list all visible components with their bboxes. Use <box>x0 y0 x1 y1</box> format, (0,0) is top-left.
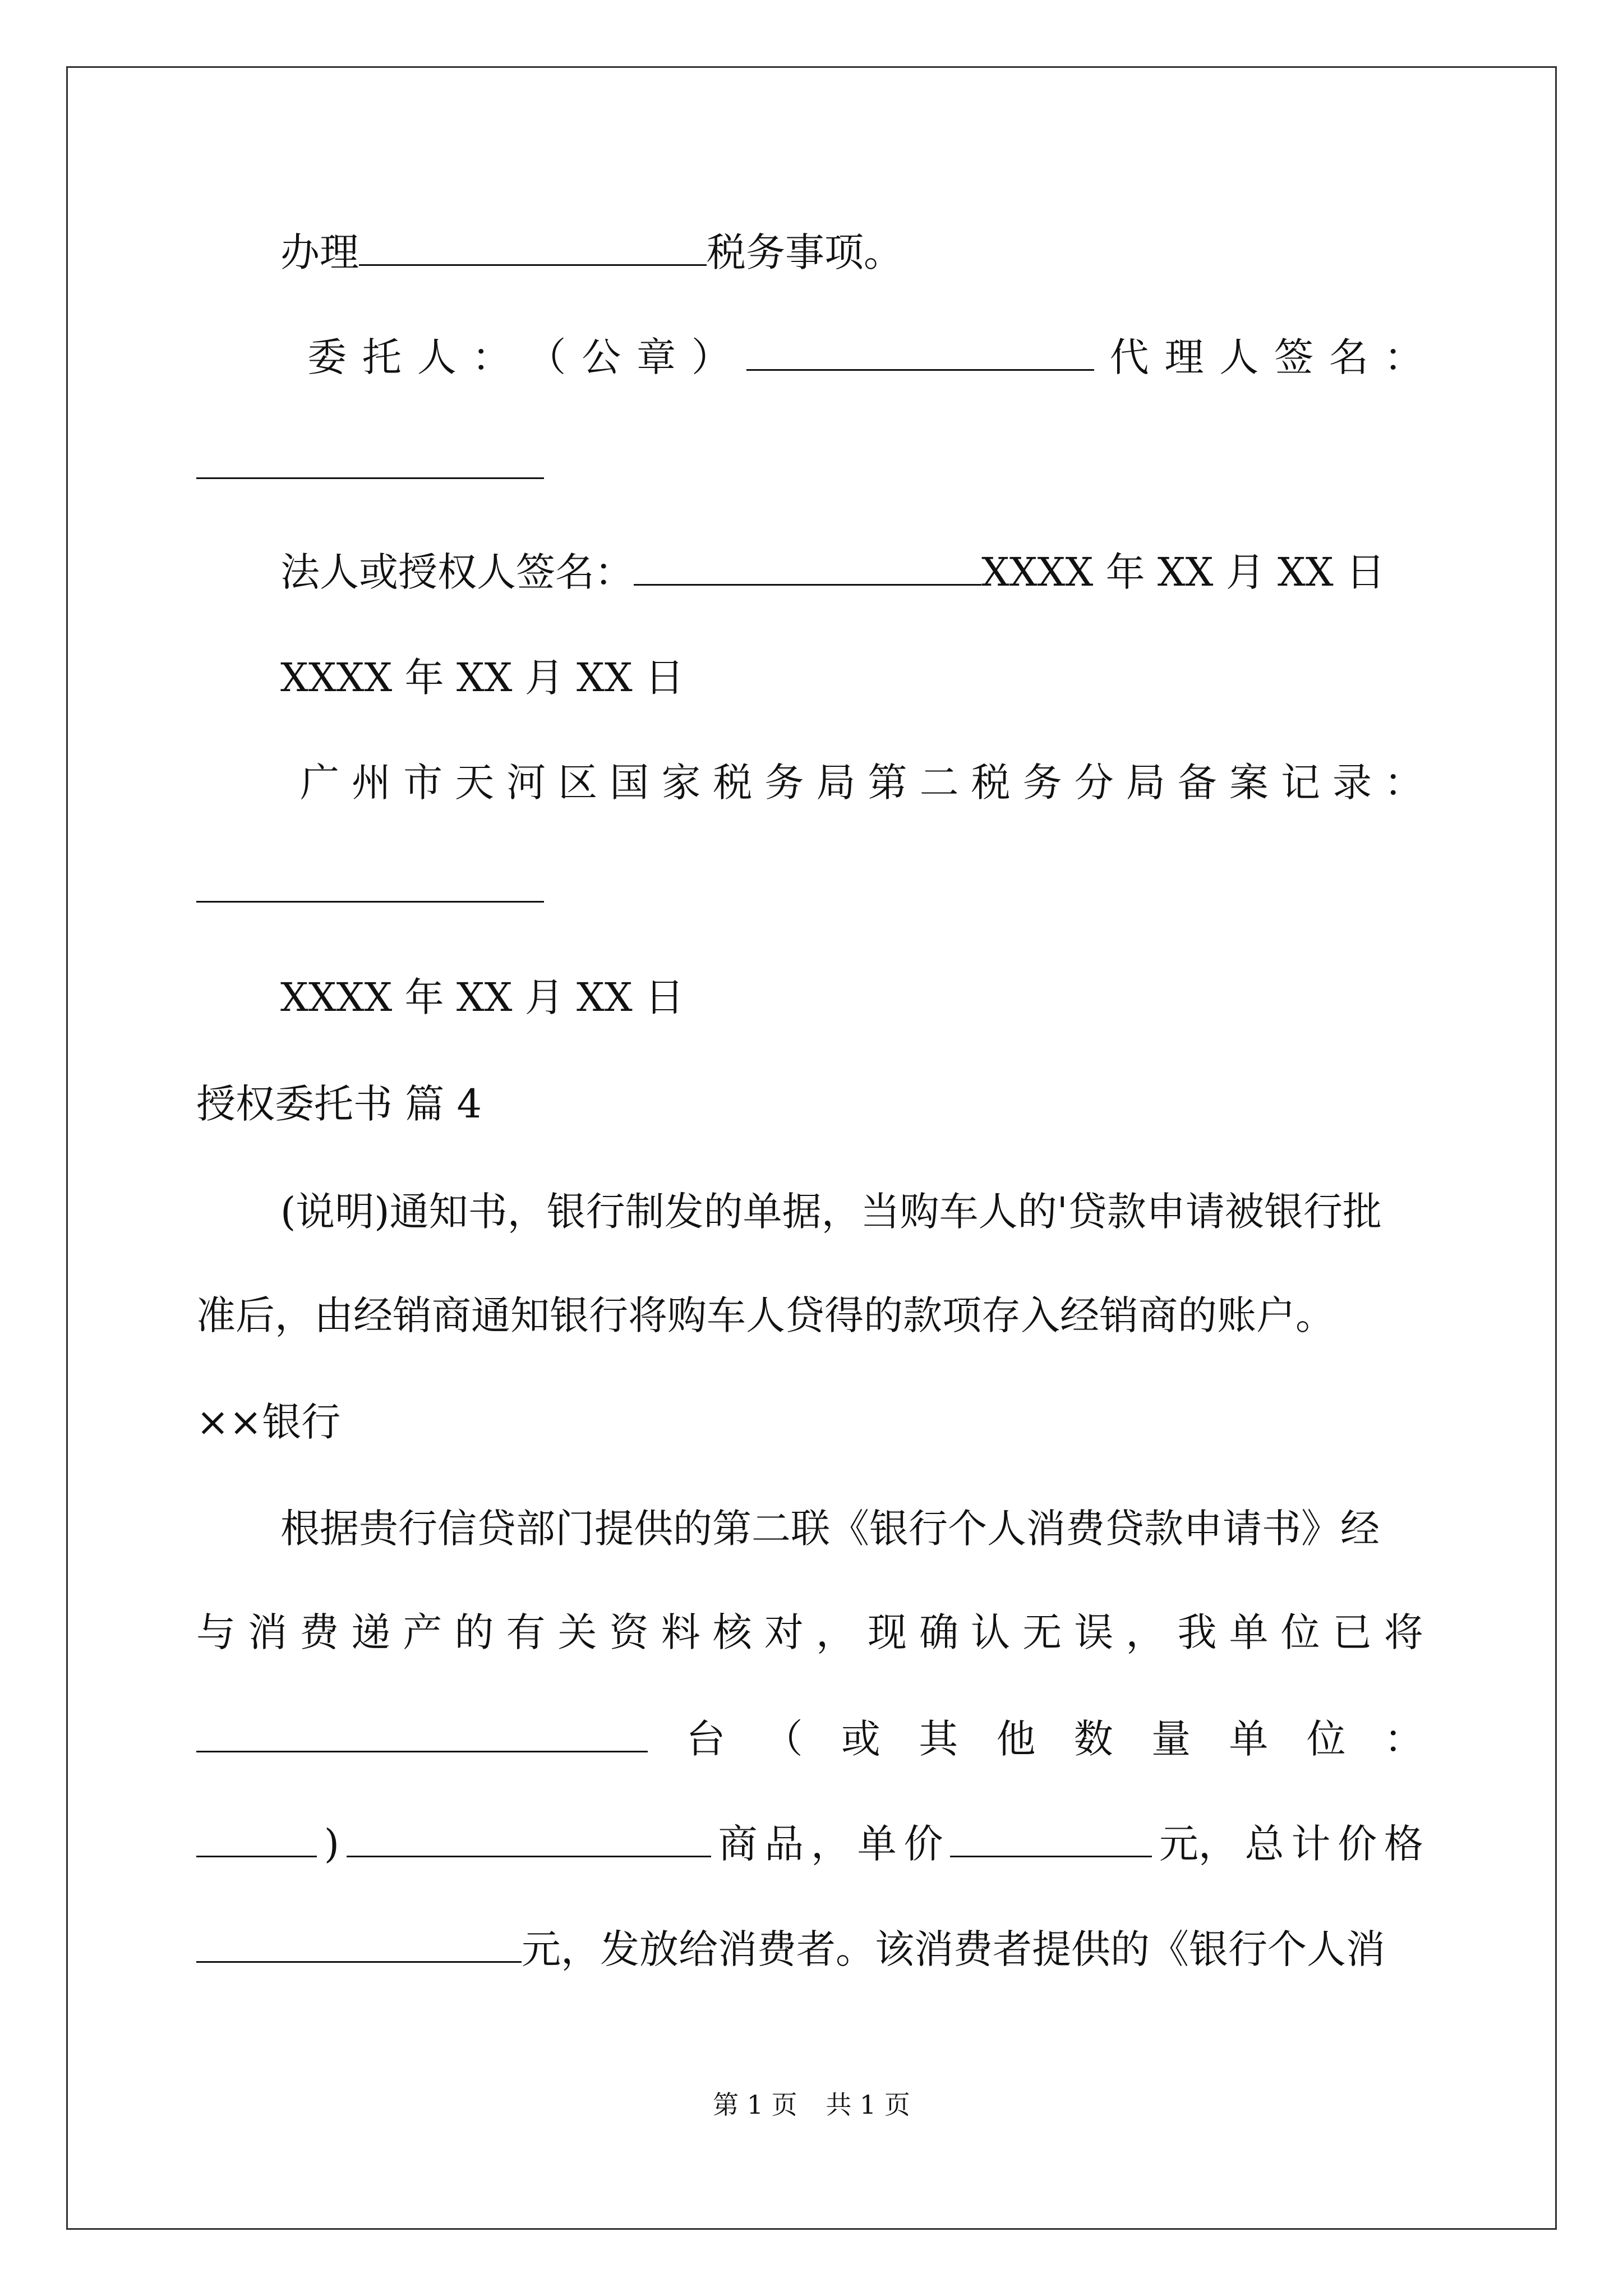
body-char: 费 <box>299 1609 339 1655</box>
body-line-3 <box>196 1714 1423 1764</box>
body-char: ， <box>1126 1609 1165 1655</box>
filing-char: 州 <box>352 760 391 806</box>
filing-char: 区 <box>558 760 598 806</box>
principal-label-char: ） <box>691 334 731 380</box>
tax-matter-suffix: 税务事项。 <box>707 229 903 275</box>
body-char: 误 <box>1074 1609 1114 1655</box>
body-char: 单 <box>1229 1609 1269 1655</box>
principal-label-char: 人 <box>417 334 457 380</box>
bank-name-line <box>196 1397 340 1447</box>
filing-char: 河 <box>506 760 546 806</box>
body-char: 品 <box>764 1821 804 1867</box>
filing-record-line <box>300 757 1423 808</box>
body-char: 或 <box>841 1716 880 1762</box>
principal-label-char: 公 <box>582 334 621 380</box>
page-border <box>66 66 1557 2230</box>
page-total: 共 1 页 <box>826 2090 910 2120</box>
body-char: 量 <box>1151 1716 1191 1762</box>
unit-blank <box>196 1821 317 1857</box>
body-char: ， <box>810 1821 850 1867</box>
date-text: XXXX 年 XX 月 XX 日 <box>280 655 684 701</box>
section-heading-text: 授权委托书 篇 4 <box>196 1081 482 1127</box>
body-line-4 <box>196 1819 1423 1869</box>
quantity-blank <box>196 1716 648 1752</box>
filing-char: 税 <box>713 760 753 806</box>
principal-label-char: 托 <box>362 334 402 380</box>
filing-char: 局 <box>816 760 856 806</box>
body-char: 无 <box>1022 1609 1062 1655</box>
body-line-2 <box>196 1607 1423 1658</box>
total-price-blank <box>196 1926 522 1963</box>
agent-label-char: 代 <box>1109 334 1149 380</box>
filing-char: 广 <box>300 760 339 806</box>
unit-price-blank <box>950 1821 1152 1857</box>
note-paragraph-line-2 <box>196 1290 1335 1341</box>
agent-label-char: 名 <box>1329 334 1368 380</box>
filing-char: 局 <box>1126 760 1165 806</box>
filing-char: 务 <box>1022 760 1062 806</box>
body-char: 格 <box>1384 1821 1423 1867</box>
bank-name: ××银行 <box>196 1399 341 1445</box>
filing-date-text: XXXX 年 XX 月 XX 日 <box>280 974 684 1020</box>
body-line-5 <box>196 1924 1385 1975</box>
agent-signature-line <box>196 440 544 491</box>
page-number: 第 1 页 <box>713 2090 797 2120</box>
legal-rep-blank <box>634 549 981 586</box>
body-char: 位 <box>1306 1716 1346 1762</box>
principal-label-char: 委 <box>307 334 347 380</box>
goods-blank <box>347 1821 711 1857</box>
body-char: 台 <box>686 1716 726 1762</box>
filing-char: 备 <box>1177 760 1217 806</box>
body-char: 认 <box>971 1609 1011 1655</box>
tax-matter-line <box>280 227 903 278</box>
note-text: (说明)通知书，银行制发的单据，当购车人的'贷款申请被银行批 <box>280 1189 1382 1235</box>
body-char: 他 <box>996 1716 1036 1762</box>
body-char: 产 <box>403 1609 442 1655</box>
legal-rep-label: 法人或授权人签名： <box>280 549 634 595</box>
body-char: 单 <box>1229 1716 1269 1762</box>
body-char: 我 <box>1177 1609 1217 1655</box>
body-char: 的 <box>454 1609 494 1655</box>
agent-label-char: 理 <box>1164 334 1204 380</box>
filing-char: 务 <box>764 760 804 806</box>
principal-seal-blank <box>746 334 1094 371</box>
filing-char: 分 <box>1074 760 1114 806</box>
body-char: 单 <box>857 1821 897 1867</box>
body-text: 元，发放给消费者。该消费者提供的《银行个人消 <box>522 1926 1385 1972</box>
filing-char: 案 <box>1229 760 1269 806</box>
filing-char: ： <box>1384 760 1423 806</box>
note-paragraph-line-1 <box>280 1186 1382 1237</box>
filing-char: 天 <box>455 760 495 806</box>
body-char: 核 <box>712 1609 752 1655</box>
body-char: 已 <box>1332 1609 1372 1655</box>
tax-matter-blank <box>359 229 707 266</box>
close-paren: ) <box>324 1821 340 1867</box>
body-char: 确 <box>919 1609 959 1655</box>
principal-agent-line <box>307 332 1423 383</box>
body-char: 价 <box>903 1821 943 1867</box>
filing-char: 记 <box>1280 760 1320 806</box>
body-char: 现 <box>868 1609 907 1655</box>
body-char: 消 <box>248 1609 288 1655</box>
agent-signature-blank <box>196 443 544 479</box>
filing-char: 税 <box>971 760 1011 806</box>
body-char: 有 <box>506 1609 546 1655</box>
date-line <box>280 652 684 703</box>
body-char: 商 <box>718 1821 758 1867</box>
filing-char: 家 <box>661 760 701 806</box>
filing-record-blank <box>196 866 544 903</box>
filing-char: 录 <box>1332 760 1372 806</box>
note-text: 准后，由经销商通知银行将购车人贷得的款项存入经销商的账户。 <box>196 1292 1335 1338</box>
section-heading <box>196 1079 482 1129</box>
body-char: 递 <box>351 1609 391 1655</box>
body-char: 总 <box>1244 1821 1284 1867</box>
body-char: 数 <box>1073 1716 1113 1762</box>
agent-label-char: ： <box>1384 334 1423 380</box>
body-line-1 <box>280 1503 1380 1554</box>
handle-label: 办理 <box>280 229 359 275</box>
legal-rep-date: XXXX 年 XX 月 XX 日 <box>981 549 1385 595</box>
body-char: 资 <box>609 1609 649 1655</box>
principal-label-char: （ <box>527 334 566 380</box>
filing-char: 二 <box>919 760 959 806</box>
principal-label-char: ： <box>472 334 511 380</box>
principal-label-char: 章 <box>637 334 676 380</box>
filing-date-line <box>280 972 684 1023</box>
filing-char: 第 <box>868 760 907 806</box>
agent-label-char: 签 <box>1274 334 1314 380</box>
body-char: （ <box>763 1716 803 1762</box>
page-footer <box>0 2088 1623 2122</box>
body-char: ： <box>1384 1716 1423 1762</box>
yuan-text: 元， <box>1159 1821 1238 1867</box>
body-char: 计 <box>1291 1821 1331 1867</box>
body-char: 将 <box>1384 1609 1423 1655</box>
body-char: 与 <box>196 1609 236 1655</box>
body-char: ， <box>815 1609 855 1655</box>
body-char: 对 <box>764 1609 804 1655</box>
body-text: 根据贵行信贷部门提供的第二联《银行个人消费贷款申请书》经 <box>280 1506 1380 1552</box>
body-char: 料 <box>661 1609 700 1655</box>
filing-record-blank-line <box>196 864 544 914</box>
body-char: 关 <box>557 1609 597 1655</box>
body-char: 其 <box>919 1716 958 1762</box>
filing-char: 市 <box>403 760 443 806</box>
filing-char: 国 <box>610 760 649 806</box>
agent-label-char: 人 <box>1219 334 1259 380</box>
body-char: 价 <box>1338 1821 1377 1867</box>
legal-rep-signature-line <box>280 547 1385 597</box>
body-char: 位 <box>1280 1609 1320 1655</box>
